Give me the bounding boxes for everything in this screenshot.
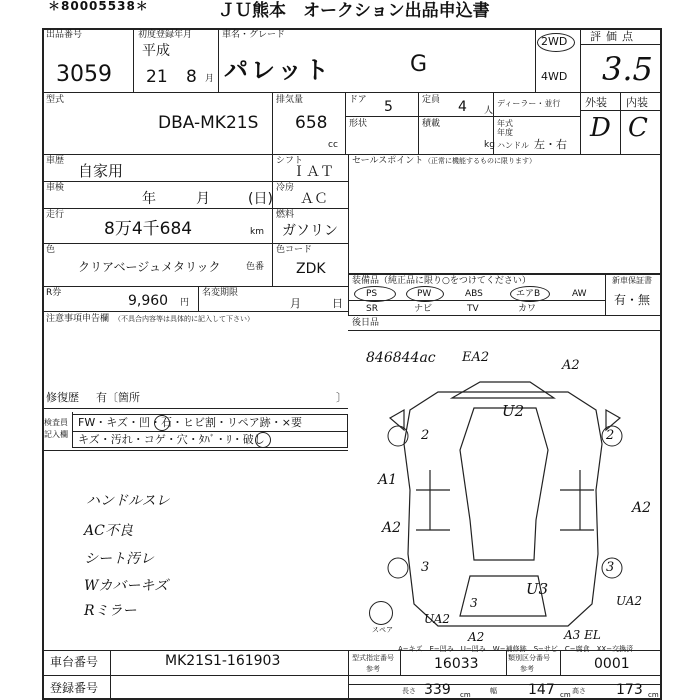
shift-value: ＩＡＴ xyxy=(292,164,334,180)
mark-u3: U3 xyxy=(526,580,549,598)
inspector-label: 検査員記入欄 xyxy=(44,418,68,439)
mark-a2-right: A2 xyxy=(632,500,652,516)
repair-label: 修復歴 xyxy=(46,391,79,404)
sales-point-box xyxy=(348,154,662,274)
usage-label: 車歴 xyxy=(46,156,65,166)
height-label: 高さ xyxy=(572,687,586,695)
capacity-unit: 人 xyxy=(484,106,494,116)
width-unit: cm xyxy=(560,691,571,699)
name-change-month: 月 xyxy=(290,297,301,310)
ac-value: ＡＣ xyxy=(300,191,328,207)
mark-3-left: 3 xyxy=(421,560,430,575)
dealer-label: ディーラー・並行 xyxy=(497,99,561,108)
type-number-value: 16033 xyxy=(434,656,479,672)
mark-ea2: EA2 xyxy=(462,350,490,365)
grade-eval-value: 3.5 xyxy=(602,50,653,88)
load-label: 積載 xyxy=(422,119,441,129)
mark-a1: A1 xyxy=(378,472,398,488)
registration-month: 8 xyxy=(186,67,197,87)
class-number-sub: 参考 xyxy=(520,665,534,673)
model-value: DBA-MK21S xyxy=(158,113,259,133)
recycle-label: R券 xyxy=(46,288,62,298)
drive-2wd: 2WD xyxy=(541,35,568,48)
form-title: ＪＵ熊本 オークション出品申込書 xyxy=(218,1,490,21)
handle-label: ハンドル xyxy=(497,141,529,150)
notes-sub: （不具合内容等は具体的に記入して下さい） xyxy=(114,315,254,323)
color-code-label: 色番 xyxy=(246,262,265,272)
lot-label: 出品番号 xyxy=(46,30,83,40)
repair-close: 〕 xyxy=(336,391,347,404)
registration-label: 初度登録年月 xyxy=(138,30,193,40)
handle-value: 左・右 xyxy=(534,138,567,151)
exterior-label: 外装 xyxy=(585,96,607,109)
note-ac: AC不良 xyxy=(84,523,133,539)
lot-number: 3059 xyxy=(56,62,112,87)
ac-label: 冷房 xyxy=(276,183,295,193)
equip-sr: SR xyxy=(366,304,378,314)
note-handle: ハンドルスレ xyxy=(86,493,170,509)
name-change-label: 名変期限 xyxy=(202,288,239,298)
capacity-value: 4 xyxy=(458,99,467,115)
equip-aw: AW xyxy=(572,289,587,299)
mark-ua2-right: UA2 xyxy=(616,594,643,608)
car-hood xyxy=(452,382,554,398)
fuel-value: ガソリン xyxy=(282,223,338,239)
repair-value: 有〔箇所 xyxy=(96,391,140,404)
diagram-legend: A−キズ E−凹み U−凹み W−補修跡 S−サビ C−腐食 XX−交換済 xyxy=(398,645,634,653)
interior-label: 内装 xyxy=(626,96,648,109)
note-wcover: Wカバーキズ xyxy=(84,578,169,594)
spare-label: スペア xyxy=(372,626,393,634)
mark-3-right: 3 xyxy=(606,560,615,575)
color-change-label: 色コード xyxy=(276,245,313,255)
capacity-label: 定員 xyxy=(422,95,441,105)
equip-tv: TV xyxy=(467,304,479,314)
year-sub-label: 年度 xyxy=(497,128,513,137)
mark-a2-left: A2 xyxy=(382,520,402,536)
car-outline xyxy=(404,392,602,626)
shift-label: シフト xyxy=(276,156,304,166)
type-number-sub: 参考 xyxy=(366,665,380,673)
car-roof xyxy=(460,408,548,560)
usage-value: 自家用 xyxy=(78,162,124,180)
inspector-circle-tobacco xyxy=(255,432,271,448)
warranty-label: 新車保証書 xyxy=(612,276,652,285)
inspection-day: (日) xyxy=(248,191,273,207)
exterior-value: D xyxy=(590,113,611,143)
registration-month-unit: 月 xyxy=(205,74,215,84)
grade-eval-label: 評価点 xyxy=(590,30,638,43)
mark-u2: U2 xyxy=(502,402,525,420)
color-value: クリアベージュメタリック xyxy=(78,260,221,274)
mark-2-right: 2 xyxy=(606,428,615,443)
displacement-label: 排気量 xyxy=(276,95,304,105)
equip-leather: カワ xyxy=(518,304,537,314)
inspection-year: 年 xyxy=(142,191,156,207)
inspection-label: 車検 xyxy=(46,183,65,193)
name-change-day: 日 xyxy=(332,297,343,310)
equip-airbag: エアB xyxy=(516,289,541,299)
car-name: パレット xyxy=(224,56,332,84)
year-label: 年式 xyxy=(497,119,513,128)
equipment-label: 装備品（純正品に限り○をつけてください） xyxy=(352,276,531,286)
width-label: 幅 xyxy=(490,687,497,695)
wheel-rear-left xyxy=(388,558,408,578)
mark-a2-bottom: A2 xyxy=(468,630,485,644)
serial-number: ＊80005538＊ xyxy=(48,0,149,13)
equip-abs: ABS xyxy=(465,289,483,299)
note-mirror: Rミラー xyxy=(84,603,137,619)
color-code-value: ZDK xyxy=(296,261,326,277)
type-number-label: 型式指定番号 xyxy=(352,654,394,662)
length-value: 339 xyxy=(424,682,451,698)
inspection-month: 月 xyxy=(196,191,210,207)
reg-number-label: 登録番号 xyxy=(50,681,99,695)
color-label: 色 xyxy=(46,245,56,255)
recycle-value: 9,960 xyxy=(128,293,169,309)
mark-3-hood: 3 xyxy=(470,596,478,610)
rear-seat-label: 後日品 xyxy=(352,318,380,328)
equip-navi: ナビ xyxy=(414,304,433,314)
mark-a2-top: A2 xyxy=(562,358,580,373)
diagram-top-note: 846844ac xyxy=(366,350,436,366)
warranty-value: 有・無 xyxy=(614,293,651,307)
car-grade: G xyxy=(410,52,428,77)
length-unit: cm xyxy=(460,691,471,699)
registration-era: 平成 xyxy=(142,43,170,59)
mileage-value: 8万4千684 xyxy=(104,219,193,239)
class-number-label: 類別区分番号 xyxy=(508,654,550,662)
inspector-circle-stone xyxy=(154,415,170,431)
notes-label: 注意事項申告欄 xyxy=(46,314,110,324)
inspector-interior: キズ・汚れ・コゲ・穴・ﾀﾊﾞ・ﾘ・破し xyxy=(78,433,265,446)
doors-value: 5 xyxy=(384,99,393,115)
drive-4wd: 4WD xyxy=(541,70,568,83)
width-value: 147 xyxy=(528,682,555,698)
model-label: 型式 xyxy=(46,95,65,105)
sales-point-sub: （正常に機能するものに限ります） xyxy=(424,157,536,165)
load-unit: kg xyxy=(484,140,495,150)
displacement-value: 658 xyxy=(295,113,328,133)
displacement-unit: cc xyxy=(328,140,338,150)
height-value: 173 xyxy=(616,682,643,698)
doors-label: ドア xyxy=(349,95,367,105)
recycle-unit: 円 xyxy=(180,298,190,308)
mark-2-left: 2 xyxy=(421,428,430,443)
sales-point-label: セールスポイント xyxy=(352,156,424,166)
fuel-label: 燃料 xyxy=(276,210,295,220)
note-seat: シート汚レ xyxy=(84,551,154,567)
inspector-exterior: FW・キズ・凹・石・ヒビ割・リペア跡・×要 xyxy=(78,416,302,429)
equip-ps: PS xyxy=(366,289,378,299)
interior-value: C xyxy=(628,113,648,143)
length-label: 長さ xyxy=(402,687,416,695)
mark-ua2-left: UA2 xyxy=(424,612,451,626)
chassis-label: 車台番号 xyxy=(50,655,99,669)
spare-tire xyxy=(369,601,393,625)
body-type-label: 形状 xyxy=(349,119,368,129)
door-lines xyxy=(416,470,594,530)
mark-a3-el: A3 EL xyxy=(564,628,601,642)
name-grade-label: 車名・グレード xyxy=(222,30,286,40)
mileage-unit: km xyxy=(250,227,264,237)
height-unit: cm xyxy=(648,691,659,699)
registration-year: 21 xyxy=(146,67,168,87)
chassis-value: MK21S1-161903 xyxy=(165,653,281,669)
class-number-value: 0001 xyxy=(594,656,630,672)
equip-pw: PW xyxy=(417,289,432,299)
mileage-label: 走行 xyxy=(46,210,65,220)
